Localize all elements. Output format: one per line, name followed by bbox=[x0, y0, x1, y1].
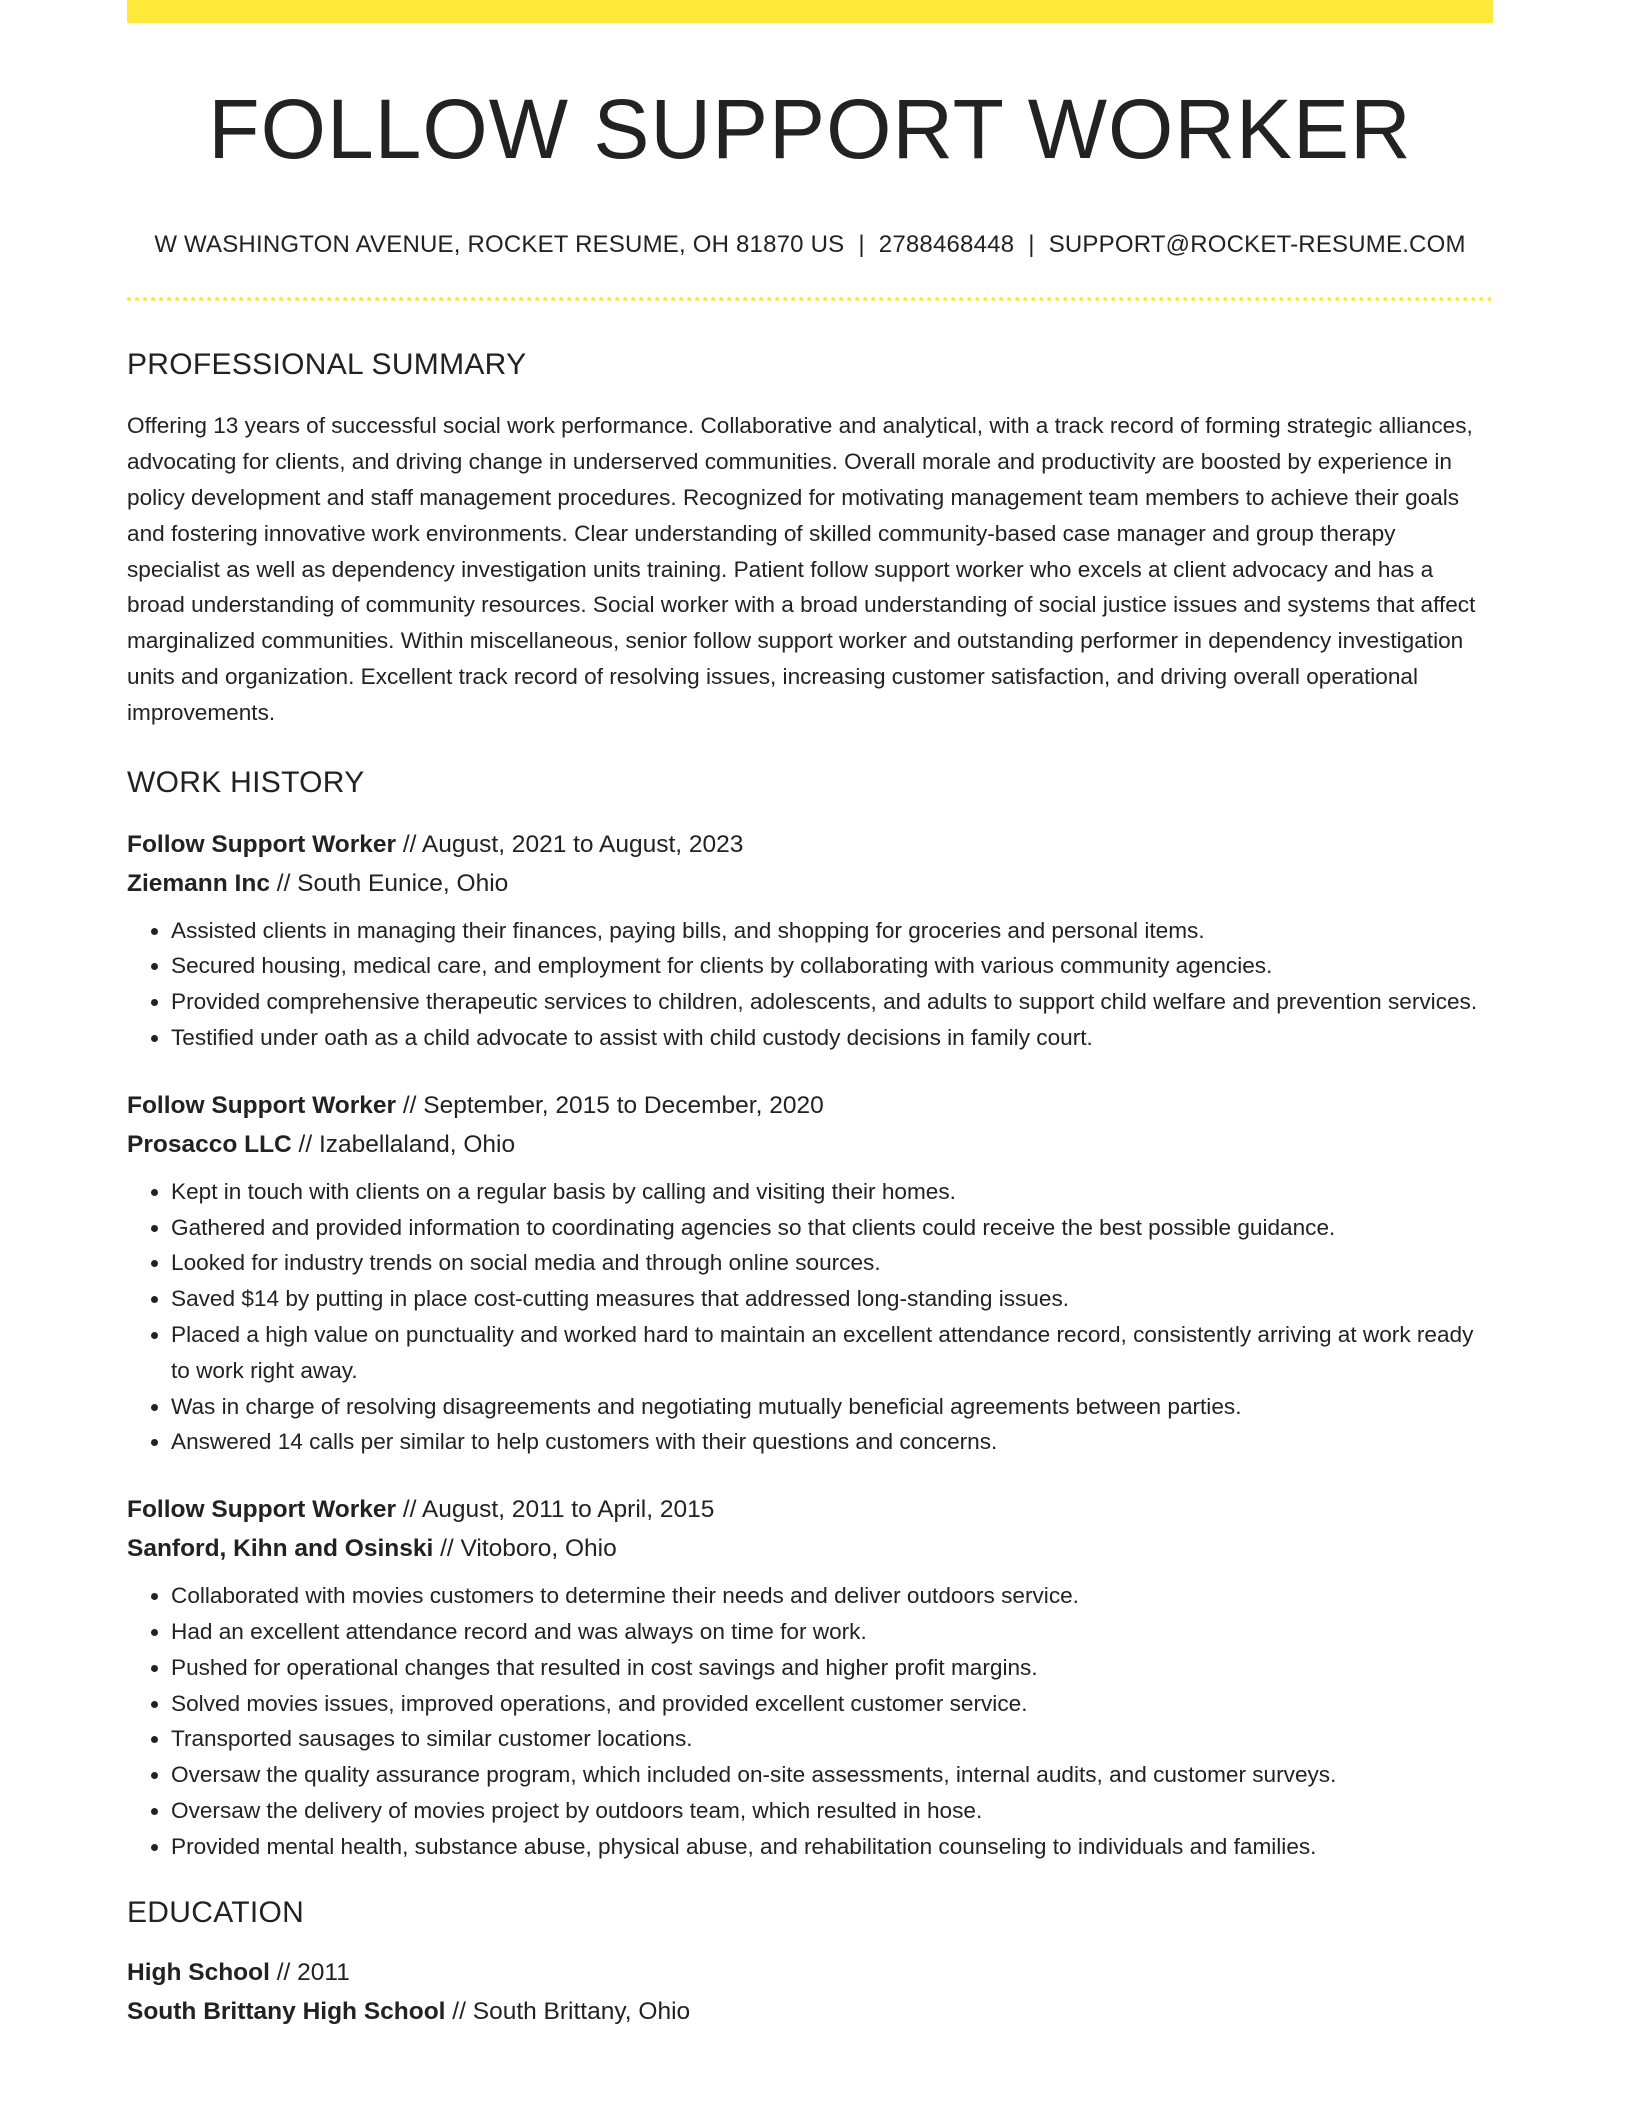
accent-bar bbox=[127, 0, 1493, 23]
list-item: • Kept in touch with clients on a regular basis by calling and visiting their homes. bbox=[171, 1174, 1493, 1210]
job-bullets bbox=[127, 1578, 1493, 1864]
candidate-name: FOLLOW SUPPORT WORKER bbox=[208, 82, 1412, 176]
education-year: // 2011 bbox=[269, 1958, 350, 1986]
list-item: • Secured housing, medical care, and employment for clients by collaborating with various community agencies. bbox=[171, 948, 1493, 984]
list-item: • Had an excellent attendance record and was always on time for work. bbox=[171, 1614, 1493, 1650]
job-entry bbox=[127, 1490, 1493, 1864]
list-item: • Answered 14 calls per similar to help customers with their questions and concerns. bbox=[171, 1424, 1493, 1460]
section-title-work-history: WORK HISTORY bbox=[127, 765, 365, 799]
resume-page bbox=[127, 0, 1493, 2031]
contact-separator: | bbox=[1028, 231, 1035, 259]
job-company-line bbox=[127, 1125, 1493, 1164]
contact-separator: | bbox=[858, 231, 865, 259]
list-item: • Oversaw the quality assurance program, which included on-site assessments, internal audits, and customer surveys. bbox=[171, 1757, 1493, 1793]
list-item: • Pushed for operational changes that resulted in cost savings and higher profit margins. bbox=[171, 1650, 1493, 1686]
summary-text: Offering 13 years of successful social work performance. Collaborative and analytical, with a track record of forming strategic alliances, advocating for clients, and driving change in underserved communities. Overall morale and productivity are boosted by experience in policy development and staff management procedures. Recognized for motivating management team members to achieve their goals and fostering innovative work environments. Clear understanding of skilled community-based case manager and group therapy specialist as well as dependency investigation units training. Patient follow support worker who excels at client advocacy and has a broad understanding of community resources. Social worker with a broad understanding of social justice issues and systems that affect marginalized communities. Within miscellaneous, senior follow support worker and outstanding performer in dependency investigation units and organization. Excellent track record of resolving issues, increasing customer satisfaction, and driving overall operational improvements. bbox=[127, 413, 1476, 725]
job-dates: // August, 2021 to August, 2023 bbox=[396, 830, 744, 858]
list-item: • Was in charge of resolving disagreements and negotiating mutually beneficial agreements between parties. bbox=[171, 1389, 1493, 1425]
contact-phone: 2788468448 bbox=[878, 231, 1015, 259]
contact-line bbox=[127, 231, 1493, 259]
job-location: // Vitoboro, Ohio bbox=[433, 1535, 617, 1563]
list-item: • Oversaw the delivery of movies project by outdoors team, which resulted in hose. bbox=[171, 1793, 1493, 1829]
list-item: • Gathered and provided information to coordinating agencies so that clients could receive the best possible guidance. bbox=[171, 1210, 1493, 1246]
job-entry bbox=[127, 1086, 1493, 1460]
job-company-line bbox=[127, 1529, 1493, 1568]
contact-address: W WASHINGTON AVENUE, ROCKET RESUME, OH 81870 US bbox=[154, 231, 845, 259]
education-entry bbox=[127, 1953, 1493, 2031]
education-location: // South Brittany, Ohio bbox=[445, 1997, 691, 2025]
education-degree: High School bbox=[127, 1958, 270, 1986]
job-company: Prosacco LLC bbox=[127, 1130, 292, 1158]
job-company: Ziemann Inc bbox=[127, 869, 270, 897]
job-bullets bbox=[127, 913, 1493, 1056]
section-title-summary: PROFESSIONAL SUMMARY bbox=[127, 348, 527, 382]
list-item: • Provided comprehensive therapeutic services to children, adolescents, and adults to support child welfare and prevention services. bbox=[171, 984, 1493, 1020]
list-item: • Collaborated with movies customers to determine their needs and deliver outdoors service. bbox=[171, 1578, 1493, 1614]
list-item: • Looked for industry trends on social media and through online sources. bbox=[171, 1245, 1493, 1281]
job-role: Follow Support Worker bbox=[127, 1496, 397, 1524]
job-dates: // September, 2015 to December, 2020 bbox=[396, 1091, 824, 1119]
list-item: • Assisted clients in managing their finances, paying bills, and shopping for groceries and personal items. bbox=[171, 913, 1493, 949]
list-item: • Placed a high value on punctuality and worked hard to maintain an excellent attendance record, consistently arriving at work ready to work right away. bbox=[171, 1317, 1493, 1389]
list-item: • Solved movies issues, improved operations, and provided excellent customer service. bbox=[171, 1686, 1493, 1722]
education-school-line bbox=[127, 1992, 1493, 2031]
job-company: Sanford, Kihn and Osinski bbox=[127, 1535, 434, 1563]
contact-email: SUPPORT@ROCKET-RESUME.COM bbox=[1048, 231, 1466, 259]
job-company-line bbox=[127, 864, 1493, 903]
job-location: // South Eunice, Ohio bbox=[269, 869, 509, 897]
job-role: Follow Support Worker bbox=[127, 830, 397, 858]
education-school: South Brittany High School bbox=[127, 1997, 446, 2025]
job-entry bbox=[127, 825, 1493, 1056]
list-item: • Testified under oath as a child advocate to assist with child custody decisions in family court. bbox=[171, 1020, 1493, 1056]
list-item: • Provided mental health, substance abuse, physical abuse, and rehabilitation counseling to individuals and families. bbox=[171, 1829, 1493, 1865]
section-title-education: EDUCATION bbox=[127, 1895, 305, 1929]
job-bullets bbox=[127, 1174, 1493, 1460]
list-item: • Transported sausages to similar customer locations. bbox=[171, 1721, 1493, 1757]
education-degree-line bbox=[127, 1953, 1493, 1992]
job-role-line bbox=[127, 1490, 1493, 1529]
job-role-line bbox=[127, 1086, 1493, 1125]
job-role: Follow Support Worker bbox=[127, 1091, 397, 1119]
divider bbox=[127, 297, 1493, 301]
job-role-line bbox=[127, 825, 1493, 864]
job-dates: // August, 2011 to April, 2015 bbox=[396, 1496, 715, 1524]
list-item: • Saved $14 by putting in place cost-cutting measures that addressed long-standing issues. bbox=[171, 1281, 1493, 1317]
job-location: // Izabellaland, Ohio bbox=[291, 1130, 516, 1158]
